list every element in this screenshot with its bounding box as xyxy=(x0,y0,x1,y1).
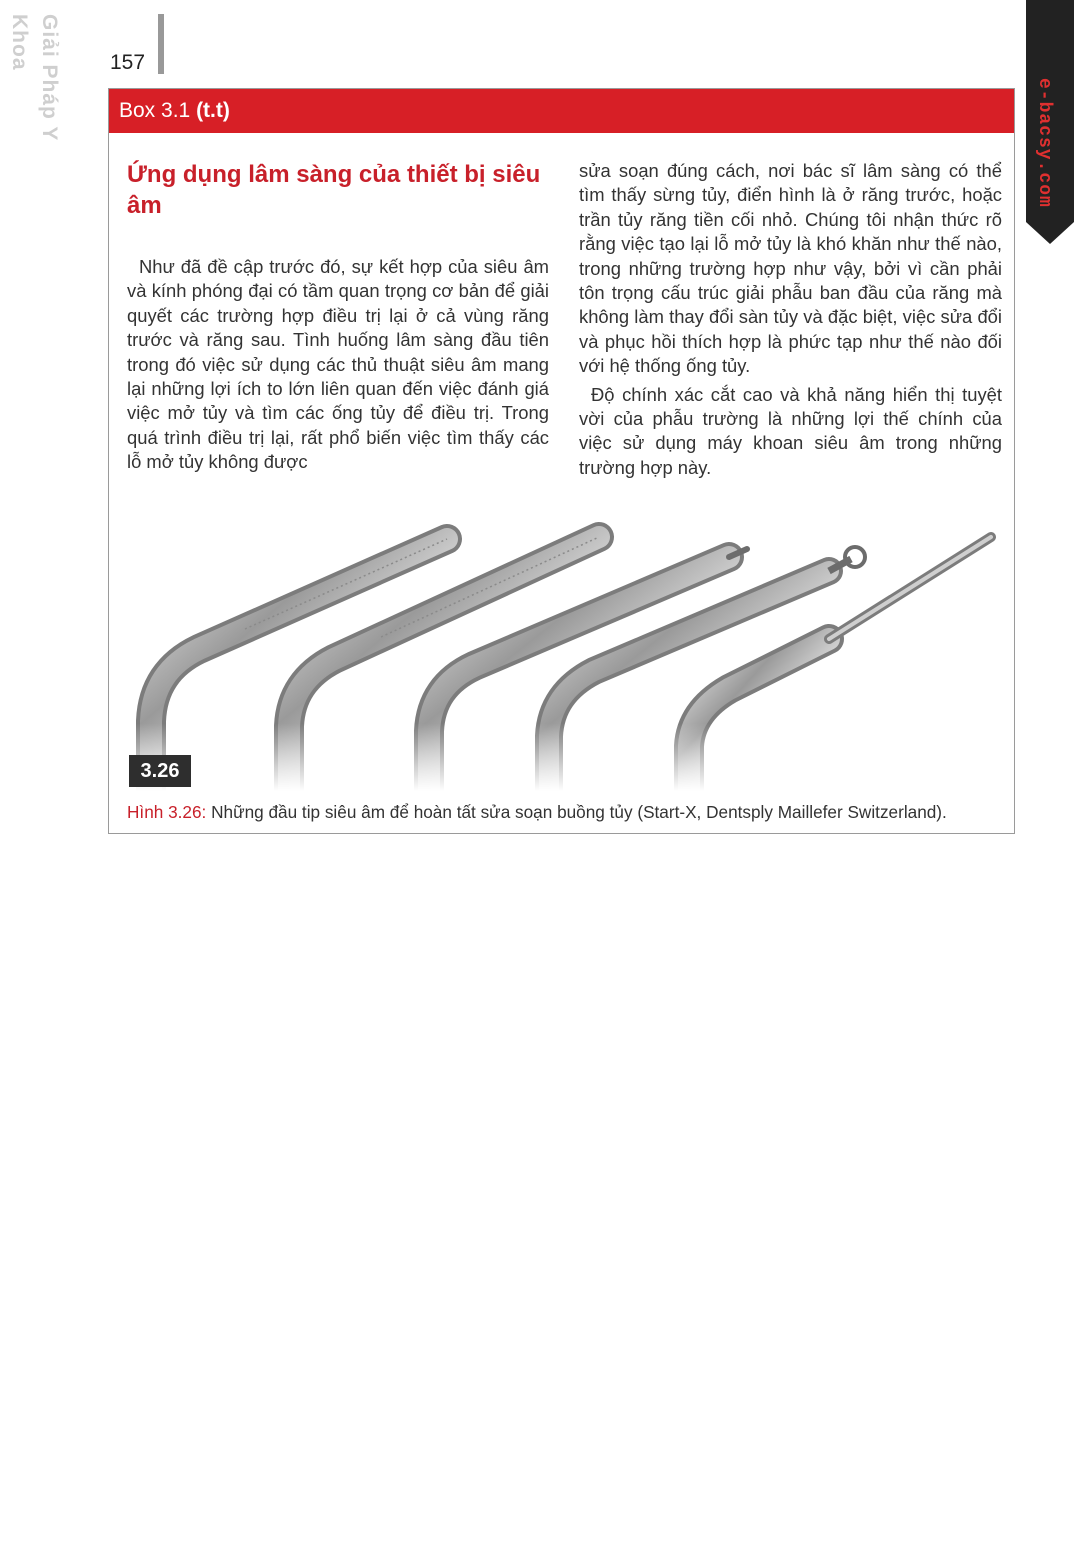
page-number: 157 xyxy=(110,51,146,74)
right-column xyxy=(579,159,1002,480)
page-number-bar xyxy=(158,14,164,74)
figure-caption xyxy=(127,799,1007,825)
box-label-suffix: (t.t) xyxy=(196,99,230,122)
brand-text: e-bacsy.com xyxy=(1034,78,1054,208)
left-paragraph: Như đã đề cập trước đó, sự kết hợp của siêu âm và kính phóng đại có tầm quan trọng cơ bản để giải quyết các trường hợp điều trị lại ở cả vùng răng trước và răng sau. Tình huống lâm sàng đầu tiên trong đó việc sử dụng các thủ thuật siêu âm mang lại những lợi ích to lớn liên quan đến việc đánh giá việc mở tủy và tìm các ống tủy để điều trị. Trong quá trình điều trị lại, rất phổ biến việc tìm thấy các lỗ mở tủy không được xyxy=(127,256,549,473)
right-paragraph-2: Độ chính xác cắt cao và khả năng hiển thị tuyệt vời của phẫu trường là những lợi thế chính của việc sử dụng máy khoan siêu âm trong những trường hợp này. xyxy=(579,383,1002,478)
caption-text: Những đầu tip siêu âm để hoàn tất sửa soạn buồng tủy (Start-X, Dentsply Maillefer Switzerland). xyxy=(211,802,947,822)
right-paragraph-1: sửa soạn đúng cách, nơi bác sĩ lâm sàng có thể tìm thấy sừng tủy, điển hình là ở răng trước, hoặc trần tủy răng tiền cối nhỏ. Chúng tôi nhận thức rõ rằng việc tạo lại lỗ mở tủy là khó khăn như thế nào, trong những trường hợp như vậy, bởi vì cần phải tôn trọng cấu trúc giải phẫu ban đầu của răng mà không làm thay đổi sàn tủy và đặc biệt, việc sửa đổi và phục hồi thích hợp là phức tạp như thế nào đối với hệ thống ống tủy. xyxy=(579,160,1002,377)
side-title: Giải Pháp Y Khoa xyxy=(8,14,61,141)
info-box xyxy=(108,88,1015,834)
section-title: Ứng dụng lâm sàng của thiết bị siêu âm xyxy=(127,161,541,219)
figure-label: 3.26 xyxy=(129,755,191,787)
box-label: Box 3.1 xyxy=(119,99,191,122)
brand-tab-tip xyxy=(1026,222,1074,244)
box-header xyxy=(109,89,1014,133)
caption-label: Hình 3.26: xyxy=(127,802,207,822)
ultrasonic-tips-figure xyxy=(129,521,999,791)
left-column xyxy=(127,159,549,475)
